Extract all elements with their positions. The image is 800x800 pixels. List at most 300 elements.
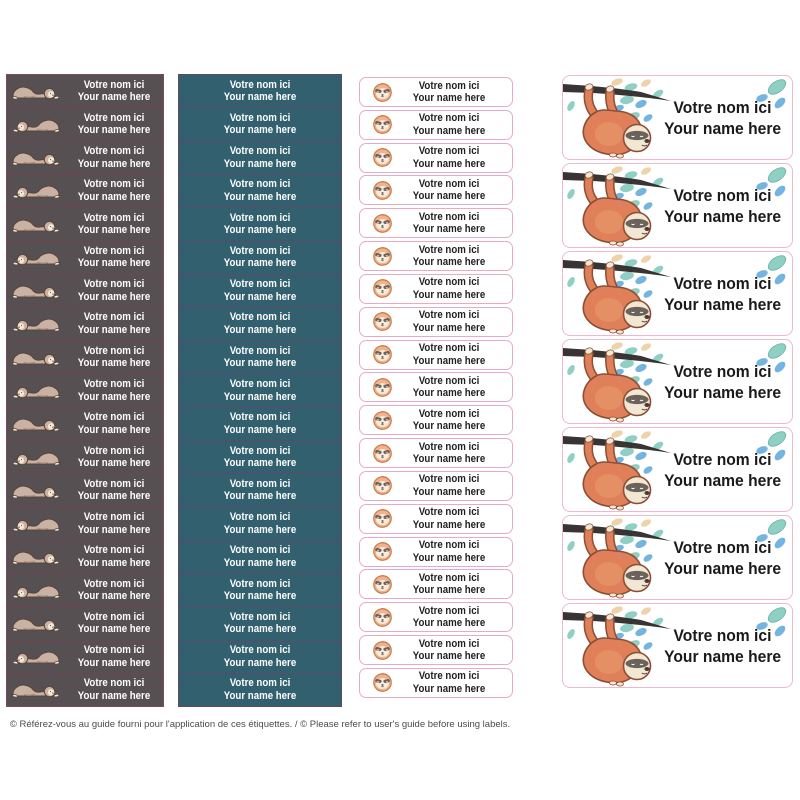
label-line-fr: Votre nom ici [229, 145, 291, 158]
label-line-fr: Votre nom ici [83, 477, 145, 490]
label-line-en: Your name here [412, 551, 486, 564]
lying-sloth-icon [7, 513, 65, 534]
label-text [401, 244, 498, 269]
label-line-en: Your name here [77, 623, 151, 636]
label-line-fr: Votre nom ici [229, 477, 291, 490]
label-line-fr: Votre nom ici [418, 309, 480, 322]
label-text [71, 345, 157, 370]
label-line-en: Your name here [412, 617, 486, 630]
sloth-face-icon [370, 311, 394, 332]
label-line-en: Your name here [412, 354, 486, 367]
small-name-label [359, 372, 513, 402]
label-line-fr: Votre nom ici [418, 637, 480, 650]
label-text [189, 677, 332, 702]
label-line-en: Your name here [77, 357, 151, 370]
label-text [189, 578, 332, 603]
label-line-fr: Votre nom ici [673, 185, 772, 205]
sloth-face-icon [370, 180, 394, 201]
label-line-en: Your name here [664, 294, 782, 314]
name-label-row [7, 441, 163, 474]
label-text [189, 411, 332, 436]
label-text [189, 511, 332, 536]
dark-label-strip [6, 74, 164, 707]
label-line-en: Your name here [77, 523, 151, 536]
label-line-en: Your name here [77, 290, 151, 303]
label-line-en: Your name here [223, 556, 297, 569]
label-line-en: Your name here [77, 157, 151, 170]
small-name-label [359, 635, 513, 665]
name-label-row [179, 507, 341, 540]
name-label-row [179, 574, 341, 607]
label-line-fr: Votre nom ici [229, 344, 291, 357]
label-text [189, 212, 332, 237]
label-line-fr: Votre nom ici [229, 211, 291, 224]
label-line-en: Your name here [412, 650, 486, 663]
label-text [189, 311, 332, 336]
label-line-fr: Votre nom ici [229, 111, 291, 124]
label-text [189, 445, 332, 470]
label-line-en: Your name here [223, 190, 297, 203]
small-name-label [359, 602, 513, 632]
hanging-sloth-icon [563, 340, 675, 424]
label-line-en: Your name here [223, 257, 297, 270]
label-line-fr: Votre nom ici [83, 311, 145, 324]
name-label-row [179, 341, 341, 374]
lying-sloth-icon [7, 646, 65, 667]
small-name-label [359, 569, 513, 599]
label-text [71, 511, 157, 536]
hanging-sloth-icon [563, 164, 675, 248]
name-label-row [179, 374, 341, 407]
label-line-fr: Votre nom ici [83, 78, 145, 91]
label-line-fr: Votre nom ici [418, 407, 480, 420]
hanging-sloth-icon [563, 252, 675, 336]
small-name-label [359, 405, 513, 435]
lying-sloth-icon [7, 147, 65, 168]
label-text [401, 473, 498, 498]
large-white-label-column [562, 75, 793, 688]
large-name-label [562, 75, 793, 160]
large-name-label [562, 427, 793, 512]
label-text [401, 605, 498, 630]
label-line-fr: Votre nom ici [83, 610, 145, 623]
lying-sloth-icon [7, 114, 65, 135]
label-line-en: Your name here [223, 357, 297, 370]
name-label-row [179, 108, 341, 141]
lying-sloth-icon [7, 81, 65, 102]
label-line-en: Your name here [664, 558, 782, 578]
lying-sloth-icon [7, 613, 65, 634]
label-text [401, 408, 498, 433]
lying-sloth-icon [7, 580, 65, 601]
label-line-en: Your name here [223, 323, 297, 336]
label-text [189, 112, 332, 137]
label-text [189, 278, 332, 303]
label-text [401, 178, 498, 203]
label-line-fr: Votre nom ici [83, 511, 145, 524]
label-text [401, 539, 498, 564]
label-text [189, 145, 332, 170]
name-label-row [179, 241, 341, 274]
label-text [664, 604, 781, 687]
label-line-en: Your name here [223, 523, 297, 536]
sloth-face-icon [370, 213, 394, 234]
label-line-en: Your name here [412, 420, 486, 433]
label-line-en: Your name here [412, 321, 486, 334]
label-line-fr: Votre nom ici [229, 378, 291, 391]
sloth-face-icon [370, 278, 394, 299]
label-line-fr: Votre nom ici [229, 411, 291, 424]
sloth-face-icon [370, 377, 394, 398]
name-label-row [7, 507, 163, 540]
label-line-en: Your name here [223, 157, 297, 170]
label-line-fr: Votre nom ici [83, 677, 145, 690]
label-line-fr: Votre nom ici [418, 79, 480, 92]
name-label-row [7, 474, 163, 507]
lying-sloth-icon [7, 247, 65, 268]
lying-sloth-icon [7, 313, 65, 334]
label-line-en: Your name here [412, 584, 486, 597]
label-line-en: Your name here [223, 490, 297, 503]
name-label-row [7, 607, 163, 640]
sloth-face-icon [370, 410, 394, 431]
small-name-label [359, 208, 513, 238]
name-label-row [179, 607, 341, 640]
label-line-fr: Votre nom ici [418, 177, 480, 190]
name-label-row [7, 574, 163, 607]
label-line-en: Your name here [664, 470, 782, 490]
label-line-en: Your name here [223, 224, 297, 237]
small-name-label [359, 471, 513, 501]
label-text [664, 76, 781, 159]
label-text [71, 112, 157, 137]
label-line-fr: Votre nom ici [229, 544, 291, 557]
label-line-en: Your name here [223, 623, 297, 636]
label-line-en: Your name here [412, 453, 486, 466]
label-line-en: Your name here [223, 124, 297, 137]
label-line-en: Your name here [223, 590, 297, 603]
label-line-en: Your name here [412, 387, 486, 400]
label-line-fr: Votre nom ici [229, 278, 291, 291]
label-line-en: Your name here [77, 423, 151, 436]
label-line-en: Your name here [412, 256, 486, 269]
name-label-row [179, 142, 341, 175]
label-line-fr: Votre nom ici [418, 112, 480, 125]
small-name-label [359, 241, 513, 271]
label-text [71, 445, 157, 470]
label-text [401, 80, 498, 105]
hanging-sloth-icon [563, 428, 675, 512]
label-text [189, 611, 332, 636]
label-text [71, 478, 157, 503]
label-text [401, 276, 498, 301]
label-line-fr: Votre nom ici [83, 644, 145, 657]
label-line-en: Your name here [223, 457, 297, 470]
label-line-en: Your name here [412, 92, 486, 104]
sloth-face-icon [370, 114, 394, 135]
name-label-row [179, 75, 341, 108]
name-label-row [7, 408, 163, 441]
label-text [71, 378, 157, 403]
label-line-fr: Votre nom ici [83, 178, 145, 191]
small-name-label [359, 340, 513, 370]
label-text [401, 112, 498, 137]
label-line-fr: Votre nom ici [83, 577, 145, 590]
label-text [71, 245, 157, 270]
label-line-en: Your name here [77, 390, 151, 403]
label-text [664, 164, 781, 247]
label-line-en: Your name here [77, 656, 151, 669]
label-line-fr: Votre nom ici [418, 571, 480, 584]
label-text [71, 544, 157, 569]
sloth-face-icon [370, 147, 394, 168]
label-text [71, 212, 157, 237]
sloth-face-icon [370, 475, 394, 496]
label-line-fr: Votre nom ici [229, 444, 291, 457]
name-label-row [7, 241, 163, 274]
label-line-fr: Votre nom ici [418, 604, 480, 617]
small-name-label [359, 537, 513, 567]
label-line-fr: Votre nom ici [229, 610, 291, 623]
name-label-row [7, 674, 163, 706]
small-name-label [359, 668, 513, 698]
large-name-label [562, 251, 793, 336]
lying-sloth-icon [7, 679, 65, 700]
sloth-face-icon [370, 82, 394, 103]
label-line-en: Your name here [664, 646, 782, 666]
label-text [71, 278, 157, 303]
label-line-en: Your name here [77, 91, 151, 104]
label-text [401, 638, 498, 663]
usage-note: © Référez-vous au guide fourni pour l'application de ces étiquettes. / © Please refer to user's guide before using labels. [9, 719, 511, 730]
small-white-label-column [359, 77, 513, 698]
label-line-fr: Votre nom ici [229, 511, 291, 524]
label-text [401, 342, 498, 367]
sloth-face-icon [370, 607, 394, 628]
name-label-row [7, 341, 163, 374]
large-name-label [562, 339, 793, 424]
name-label-row [179, 275, 341, 308]
label-line-fr: Votre nom ici [418, 342, 480, 355]
label-line-fr: Votre nom ici [229, 178, 291, 191]
hanging-sloth-icon [563, 76, 675, 160]
hanging-sloth-icon [563, 516, 675, 600]
label-text [189, 544, 332, 569]
name-label-row [7, 142, 163, 175]
large-name-label [562, 603, 793, 688]
label-line-en: Your name here [77, 556, 151, 569]
label-line-en: Your name here [664, 382, 782, 402]
label-text [401, 670, 498, 695]
label-line-en: Your name here [412, 682, 486, 695]
label-text [189, 79, 332, 104]
label-line-fr: Votre nom ici [673, 97, 772, 117]
label-text [71, 145, 157, 170]
label-line-fr: Votre nom ici [418, 473, 480, 486]
label-text [71, 79, 157, 104]
lying-sloth-icon [7, 214, 65, 235]
label-text [189, 644, 332, 669]
label-line-fr: Votre nom ici [418, 506, 480, 519]
label-text [189, 345, 332, 370]
label-line-fr: Votre nom ici [83, 544, 145, 557]
label-text [71, 578, 157, 603]
lying-sloth-icon [7, 380, 65, 401]
hanging-sloth-icon [563, 604, 675, 688]
name-label-row [7, 541, 163, 574]
name-label-row [179, 441, 341, 474]
small-name-label [359, 438, 513, 468]
lying-sloth-icon [7, 480, 65, 501]
sloth-face-icon [370, 640, 394, 661]
label-line-fr: Votre nom ici [673, 273, 772, 293]
label-line-fr: Votre nom ici [83, 444, 145, 457]
label-text [189, 245, 332, 270]
label-text [71, 611, 157, 636]
label-line-fr: Votre nom ici [229, 677, 291, 690]
label-line-fr: Votre nom ici [83, 411, 145, 424]
teal-label-strip [178, 74, 342, 707]
label-line-fr: Votre nom ici [229, 644, 291, 657]
label-text [664, 428, 781, 511]
name-label-row [179, 308, 341, 341]
label-line-fr: Votre nom ici [229, 78, 291, 91]
name-label-row [7, 108, 163, 141]
label-line-fr: Votre nom ici [83, 244, 145, 257]
label-line-fr: Votre nom ici [83, 378, 145, 391]
label-line-en: Your name here [412, 124, 486, 137]
label-line-en: Your name here [664, 118, 782, 138]
label-line-fr: Votre nom ici [418, 145, 480, 158]
label-line-en: Your name here [412, 485, 486, 498]
label-line-en: Your name here [412, 223, 486, 236]
sloth-face-icon [370, 344, 394, 365]
label-line-fr: Votre nom ici [83, 145, 145, 158]
small-name-label [359, 110, 513, 140]
label-line-fr: Votre nom ici [83, 111, 145, 124]
label-text [71, 311, 157, 336]
label-text [664, 340, 781, 423]
label-text [189, 478, 332, 503]
sloth-face-icon [370, 541, 394, 562]
sloth-face-icon [370, 246, 394, 267]
name-label-row [7, 308, 163, 341]
label-line-fr: Votre nom ici [83, 278, 145, 291]
name-label-row [179, 641, 341, 674]
label-line-fr: Votre nom ici [418, 210, 480, 223]
label-line-fr: Votre nom ici [229, 311, 291, 324]
label-line-en: Your name here [77, 457, 151, 470]
sloth-face-icon [370, 672, 394, 693]
label-line-fr: Votre nom ici [229, 244, 291, 257]
label-text [401, 441, 498, 466]
lying-sloth-icon [7, 546, 65, 567]
name-label-row [179, 541, 341, 574]
label-line-fr: Votre nom ici [83, 211, 145, 224]
name-label-row [7, 641, 163, 674]
name-label-row [179, 175, 341, 208]
label-line-en: Your name here [223, 91, 297, 104]
large-name-label [562, 515, 793, 600]
label-line-fr: Votre nom ici [418, 670, 480, 683]
label-line-fr: Votre nom ici [673, 625, 772, 645]
small-name-label [359, 77, 513, 107]
label-line-en: Your name here [223, 689, 297, 702]
sloth-face-icon [370, 443, 394, 464]
label-text [71, 677, 157, 702]
label-line-fr: Votre nom ici [418, 374, 480, 387]
label-line-en: Your name here [77, 224, 151, 237]
small-name-label [359, 143, 513, 173]
label-line-en: Your name here [223, 290, 297, 303]
name-label-row [179, 674, 341, 706]
label-line-en: Your name here [412, 518, 486, 531]
label-line-en: Your name here [77, 257, 151, 270]
label-text [71, 411, 157, 436]
lying-sloth-icon [7, 413, 65, 434]
name-label-row [7, 374, 163, 407]
label-line-fr: Votre nom ici [673, 537, 772, 557]
label-text [71, 644, 157, 669]
small-name-label [359, 274, 513, 304]
label-text [189, 378, 332, 403]
sloth-face-icon [370, 508, 394, 529]
label-line-fr: Votre nom ici [673, 361, 772, 381]
label-line-en: Your name here [664, 206, 782, 226]
label-text [664, 516, 781, 599]
label-text [664, 252, 781, 335]
label-line-fr: Votre nom ici [418, 243, 480, 256]
lying-sloth-icon [7, 280, 65, 301]
name-label-row [7, 175, 163, 208]
label-line-fr: Votre nom ici [229, 577, 291, 590]
label-line-fr: Votre nom ici [418, 276, 480, 289]
label-line-en: Your name here [223, 656, 297, 669]
label-line-en: Your name here [77, 323, 151, 336]
sloth-face-icon [370, 574, 394, 595]
label-line-en: Your name here [412, 157, 486, 170]
label-text [401, 572, 498, 597]
label-line-en: Your name here [77, 190, 151, 203]
label-text [401, 145, 498, 170]
lying-sloth-icon [7, 347, 65, 368]
label-text [189, 178, 332, 203]
lying-sloth-icon [7, 447, 65, 468]
small-name-label [359, 504, 513, 534]
label-line-fr: Votre nom ici [418, 539, 480, 552]
label-line-fr: Votre nom ici [418, 440, 480, 453]
label-text [401, 211, 498, 236]
large-name-label [562, 163, 793, 248]
label-text [401, 506, 498, 531]
name-label-row [179, 408, 341, 441]
label-line-en: Your name here [412, 288, 486, 301]
label-text [401, 309, 498, 334]
name-label-row [7, 275, 163, 308]
small-name-label [359, 175, 513, 205]
label-line-en: Your name here [412, 190, 486, 203]
name-label-row [7, 75, 163, 108]
label-line-en: Your name here [77, 590, 151, 603]
lying-sloth-icon [7, 180, 65, 201]
label-line-fr: Votre nom ici [673, 449, 772, 469]
label-line-en: Your name here [223, 390, 297, 403]
label-line-en: Your name here [77, 689, 151, 702]
label-text [401, 375, 498, 400]
name-label-row [179, 208, 341, 241]
label-line-fr: Votre nom ici [83, 344, 145, 357]
name-label-row [7, 208, 163, 241]
